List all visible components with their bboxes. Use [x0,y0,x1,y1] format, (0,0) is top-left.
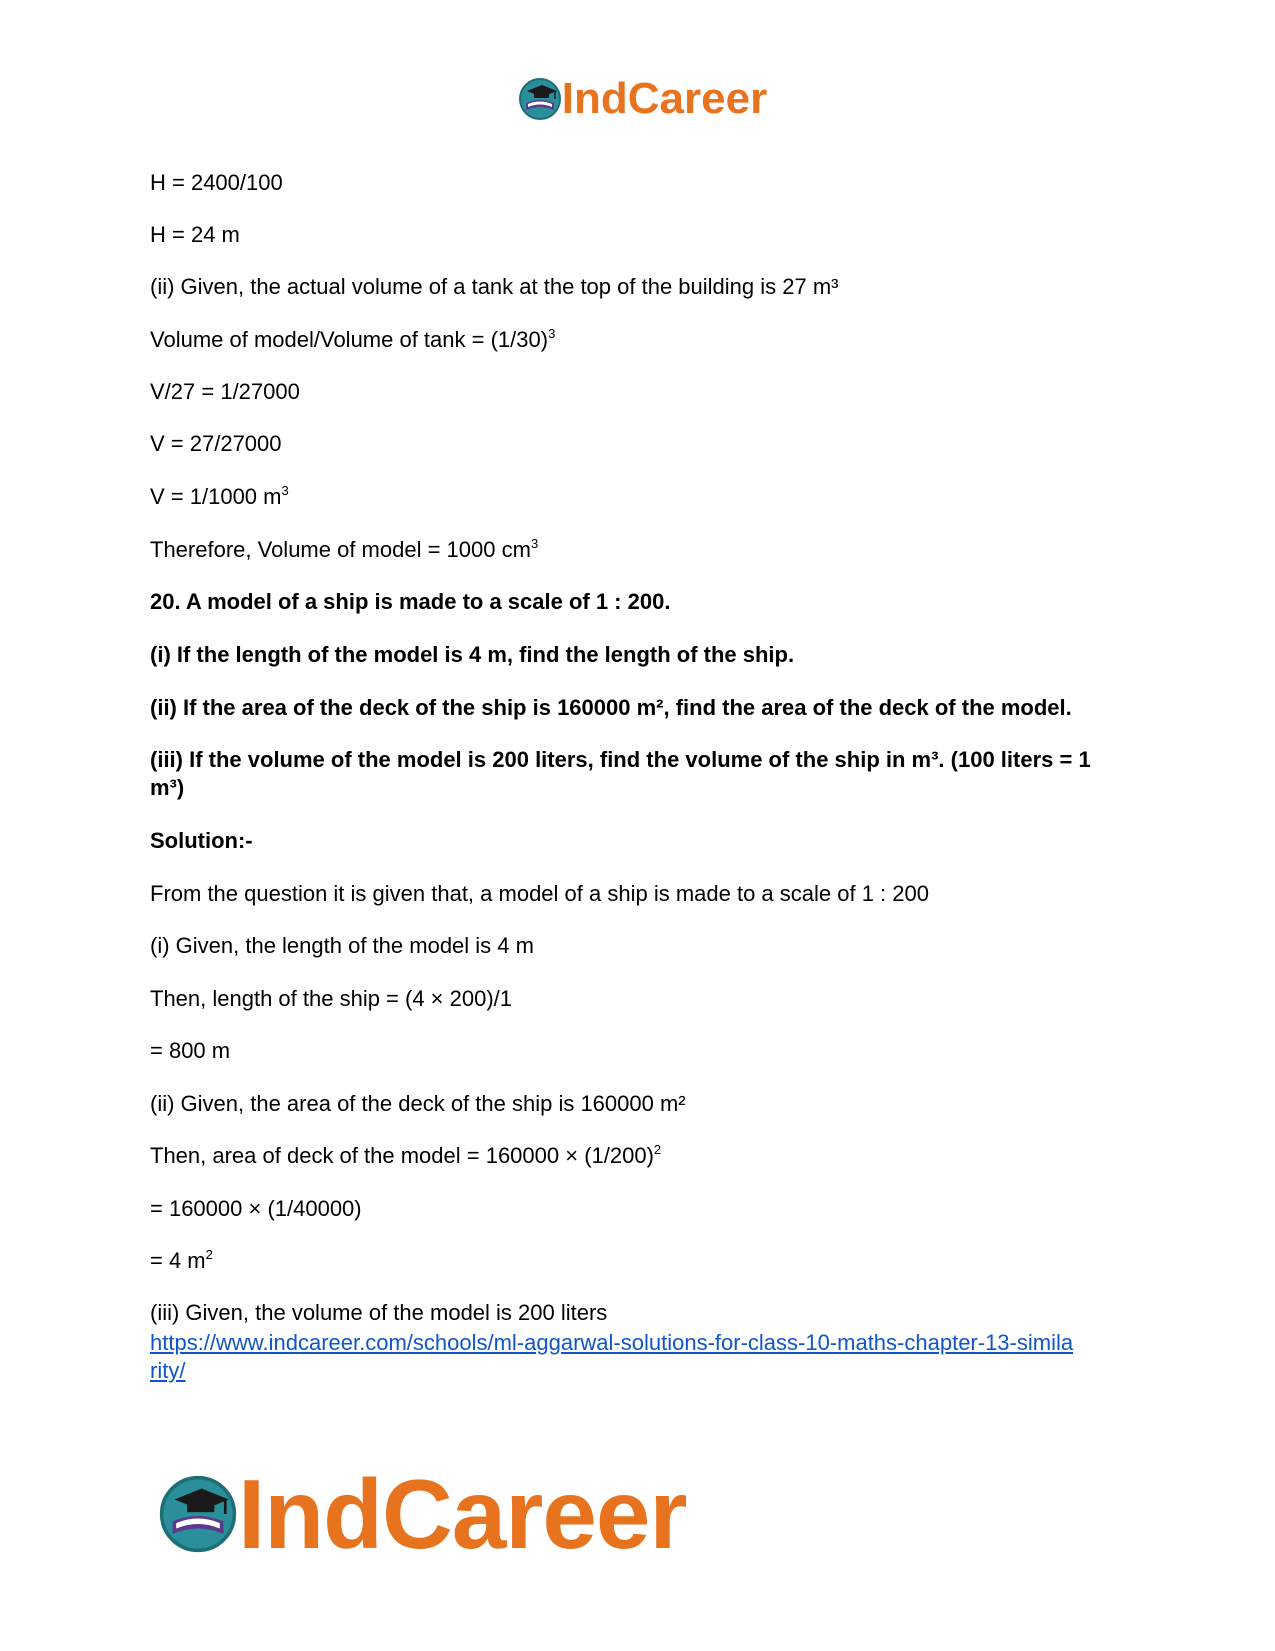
text-line: (i) Given, the length of the model is 4 m [150,933,534,958]
graduation-cap-book-icon [518,77,562,121]
source-link-line [150,1329,1080,1385]
logo-text: IndCareer [561,74,768,123]
text-line: V = 1/1000 $m^3$ [150,483,289,509]
text-line: = 4 $m^2$ [150,1247,213,1273]
question-part: (ii) If the area of the deck of the ship is 160000 m², find the area of the deck of the model. [150,695,1072,720]
text-line: H = 24 m [150,222,240,247]
solution-heading: Solution:- [150,828,253,853]
text-line: = 800 m [150,1038,231,1063]
question-part: (iii) If the volume of the model is 200 liters, find the volume of the ship in m³. (100 liters = 1 m³) [150,747,1091,800]
text-line: V = 27/27000 [150,431,282,456]
text-line: From the question it is given that, a model of a ship is made to a scale of 1 : 200 [150,881,929,906]
text-line: (ii) Given, the area of the deck of the ship is 160000 m² [150,1091,686,1116]
text-line: (ii) Given, the actual volume of a tank at the top of the building is 27 m³ [150,274,839,299]
footer-logo [158,1459,687,1569]
text-line: Then, length of the ship = (4 × 200)/1 [150,986,513,1011]
header-logo [0,74,1275,124]
text-line: H = 2400/100 [150,170,283,195]
question-part: (i) If the length of the model is 4 m, find the length of the ship. [150,642,795,667]
graduation-cap-book-icon [158,1474,238,1554]
text-line: = 160000 × (1/40000) [150,1196,362,1221]
question-title: 20. A model of a ship is made to a scale of 1 : 200. [150,589,671,614]
text-line: Therefore, Volume of model = 1000 $cm^3$ [150,536,539,562]
source-link[interactable]: https://www.indcareer.com/schools/ml-aggarwal-solutions-for-class-10-maths-chapter-13-similarity/ [150,1330,1074,1383]
text-line: V/27 = 1/27000 [150,379,300,404]
logo-text: IndCareer [238,1459,687,1569]
text-line: Volume of model/Volume of $\tan k = (1/30)^3$ [150,326,556,352]
text-line: Then, area of deck of the model = $160000 \times (1/200)^2$ [150,1142,662,1168]
text-line: (iii) Given, the volume of the model is 200 liters [150,1300,608,1325]
